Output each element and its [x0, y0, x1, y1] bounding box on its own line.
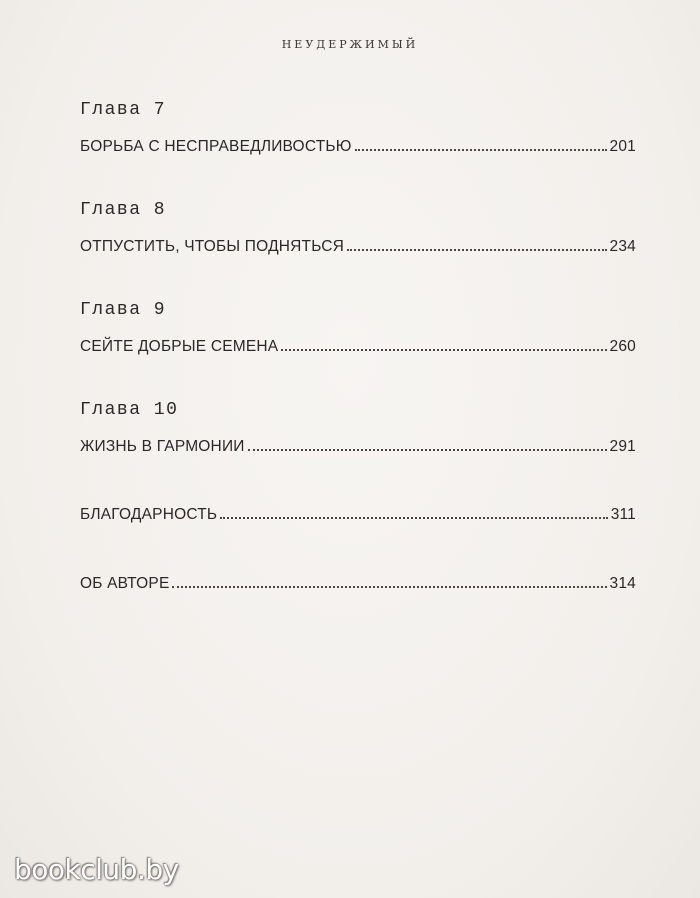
page-number: 314	[609, 575, 636, 592]
page-number: 291	[609, 438, 636, 455]
site-watermark: bookclub.by	[14, 853, 179, 886]
entry-title: БОРЬБА С НЕСПРАВЕДЛИВОСТЬЮ	[80, 138, 352, 155]
entry-title: ЖИЗНЬ В ГАРМОНИИ	[80, 438, 245, 455]
chapter-entry-7	[80, 98, 636, 159]
toc-entry	[80, 503, 636, 527]
entry-title: СЕЙТЕ ДОБРЫЕ СЕМЕНА	[80, 338, 279, 355]
toc-entry-about-author	[80, 572, 636, 596]
dot-leader	[347, 249, 606, 251]
toc-entry	[80, 572, 636, 596]
entry-title: ОТПУСТИТЬ, ЧТОБЫ ПОДНЯТЬСЯ	[80, 238, 345, 255]
dot-leader	[355, 149, 607, 151]
page-number: 201	[609, 138, 636, 155]
chapter-label: Глава 10	[80, 400, 179, 420]
toc-entry	[80, 135, 636, 159]
chapter-entry-10	[80, 398, 636, 459]
page-number: 311	[610, 506, 636, 523]
chapter-label: Глава 8	[80, 200, 167, 220]
running-head: НЕУДЕРЖИМЫЙ	[281, 38, 419, 51]
entry-title: ОБ АВТОРЕ	[80, 575, 170, 592]
toc-entry-acknowledgements	[80, 503, 636, 527]
toc-entry	[80, 235, 636, 259]
page-number: 260	[609, 338, 636, 355]
chapter-entry-8	[80, 198, 636, 259]
chapter-entry-9	[80, 298, 636, 359]
toc-entry	[80, 435, 636, 459]
dot-leader	[248, 449, 607, 451]
toc-entry	[80, 335, 636, 359]
dot-leader	[172, 586, 606, 588]
dot-leader	[220, 517, 607, 519]
entry-title: БЛАГОДАРНОСТЬ	[80, 506, 218, 523]
chapter-label: Глава 7	[80, 100, 167, 120]
dot-leader	[281, 349, 606, 351]
page-number: 234	[609, 238, 636, 255]
chapter-label: Глава 9	[80, 300, 167, 320]
